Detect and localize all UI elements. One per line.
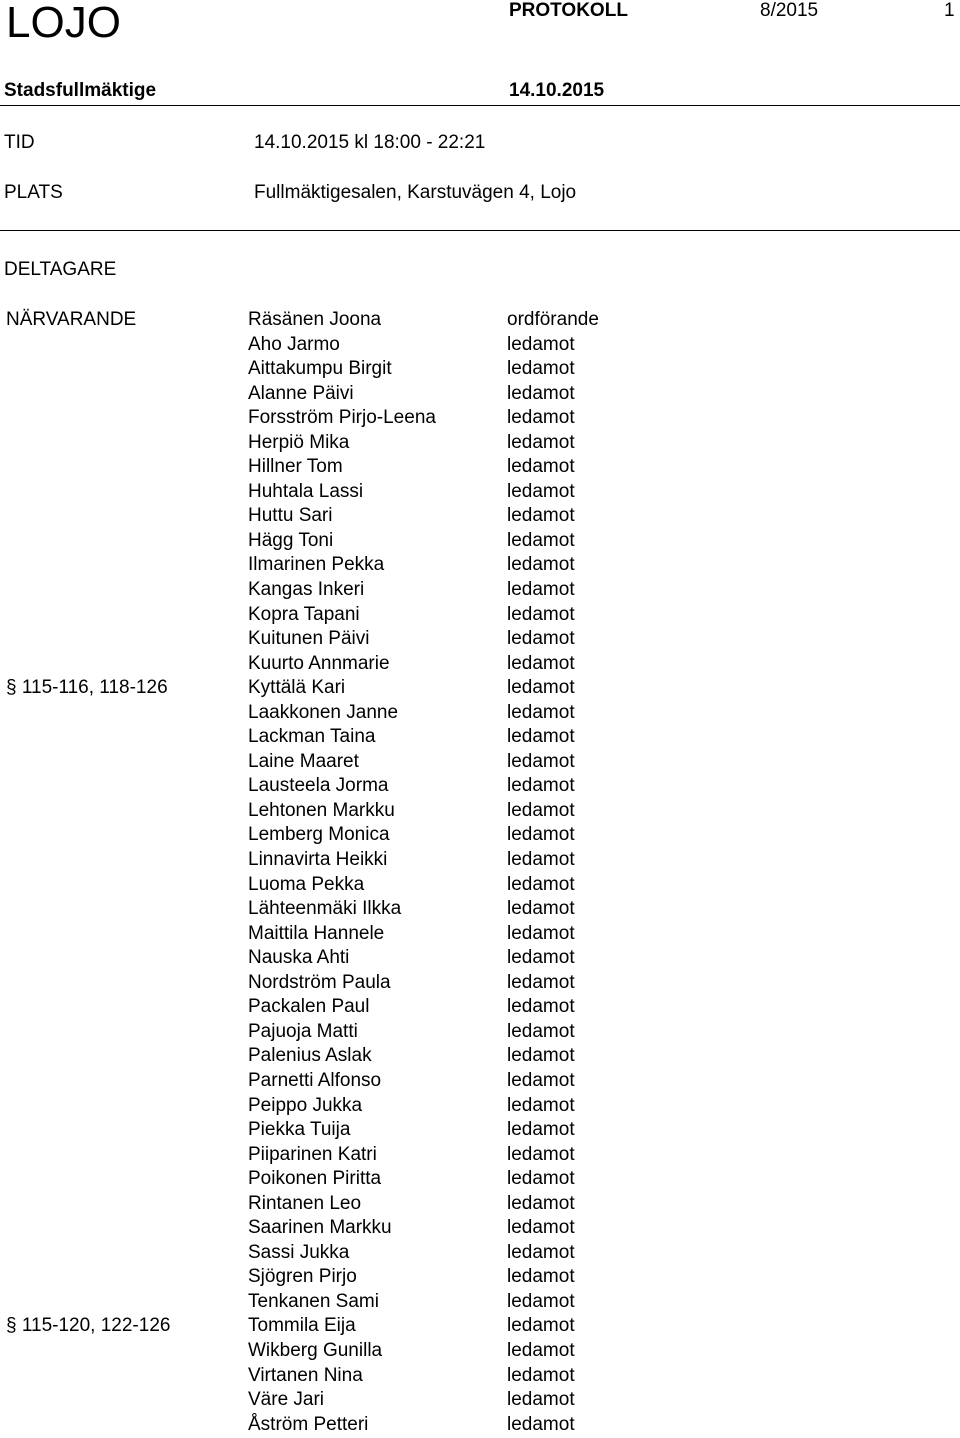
member-row (0, 1242, 960, 1267)
member-role: ledamot (507, 799, 575, 821)
member-role: ledamot (507, 677, 575, 699)
member-name: Maittila Hannele (248, 922, 385, 944)
member-role: ledamot (507, 1290, 575, 1312)
member-row (0, 456, 960, 481)
member-role: ledamot (507, 456, 575, 478)
member-role: ledamot (507, 971, 575, 993)
member-name: Alanne Päivi (248, 382, 354, 404)
member-row (0, 1070, 960, 1095)
member-role: ledamot (507, 628, 575, 650)
member-role: ledamot (507, 1020, 575, 1042)
member-role: ledamot (507, 775, 575, 797)
member-name: Huhtala Lassi (248, 480, 364, 502)
member-row (0, 530, 960, 555)
member-role: ledamot (507, 1266, 575, 1288)
member-name: Åström Petteri (248, 1413, 369, 1435)
member-role: ledamot (507, 358, 575, 380)
member-role: ledamot (507, 701, 575, 723)
member-name: Luoma Pekka (248, 873, 365, 895)
member-name: Lausteela Jorma (248, 775, 389, 797)
member-name: Tenkanen Sami (248, 1290, 379, 1312)
member-name: Herpiö Mika (248, 431, 350, 453)
member-row (0, 972, 960, 997)
place-label: PLATS (4, 182, 63, 203)
place-value: Fullmäktigesalen, Karstuvägen 4, Lojo (254, 182, 577, 203)
member-row (0, 775, 960, 800)
member-name: Lehtonen Markku (248, 799, 395, 821)
member-row (0, 1119, 960, 1144)
member-name: Kopra Tapani (248, 603, 360, 625)
member-name: Laakkonen Janne (248, 701, 399, 723)
member-row (0, 1291, 960, 1316)
member-name: Nauska Ahti (248, 947, 350, 969)
member-name: Sjögren Pirjo (248, 1266, 357, 1288)
member-row (0, 898, 960, 923)
member-name: Lackman Taina (248, 726, 376, 748)
member-role: ledamot (507, 1413, 575, 1435)
member-row (0, 996, 960, 1021)
member-name: Lähteenmäki Ilkka (248, 898, 402, 920)
member-name: Kyttälä Kari (248, 677, 346, 699)
member-role: ledamot (507, 996, 575, 1018)
member-role: ledamot (507, 554, 575, 576)
member-row (0, 628, 960, 653)
meeting-date: 14.10.2015 (509, 80, 605, 101)
member-row (0, 1315, 960, 1340)
member-row (0, 1193, 960, 1218)
member-name: Aho Jarmo (248, 333, 340, 355)
member-row (0, 1021, 960, 1046)
header-divider (0, 105, 960, 106)
member-role: ledamot (507, 382, 575, 404)
member-name: Kuitunen Päivi (248, 628, 370, 650)
member-role: ledamot (507, 407, 575, 429)
municipality-logo-text: LOJO (6, 0, 121, 47)
member-row (0, 800, 960, 825)
member-role: ledamot (507, 603, 575, 625)
member-name: Nordström Paula (248, 971, 391, 993)
member-name: Aittakumpu Birgit (248, 358, 392, 380)
document-number: 8/2015 (760, 0, 819, 21)
page-number: 1 (944, 0, 955, 21)
member-role: ledamot (507, 579, 575, 601)
member-name: Ilmarinen Pekka (248, 554, 385, 576)
member-row (0, 1217, 960, 1242)
member-name: Räsänen Joona (248, 309, 382, 330)
member-name: Peippo Jukka (248, 1094, 363, 1116)
member-row (0, 702, 960, 727)
member-row (0, 1414, 960, 1438)
member-row (0, 1095, 960, 1120)
member-role: ledamot (507, 1094, 575, 1116)
member-name: Sassi Jukka (248, 1241, 350, 1263)
member-name: Piiparinen Katri (248, 1143, 377, 1165)
member-row (0, 604, 960, 629)
participants-section-title: DELTAGARE (4, 259, 117, 280)
time-value: 14.10.2015 kl 18:00 - 22:21 (254, 132, 486, 153)
member-name: Huttu Sari (248, 505, 333, 527)
member-row (0, 653, 960, 678)
member-role: ledamot (507, 652, 575, 674)
member-row (0, 383, 960, 408)
member-row (0, 1168, 960, 1193)
meta-divider (0, 230, 960, 231)
member-role: ledamot (507, 505, 575, 527)
member-role: ledamot (507, 1364, 575, 1386)
member-role: ledamot (507, 824, 575, 846)
member-row (0, 334, 960, 359)
member-role: ledamot (507, 947, 575, 969)
member-role: ledamot (507, 333, 575, 355)
member-row (0, 579, 960, 604)
member-role: ledamot (507, 726, 575, 748)
member-row (0, 309, 960, 334)
member-row (0, 1389, 960, 1414)
member-row (0, 1045, 960, 1070)
document-type: PROTOKOLL (509, 0, 628, 21)
member-row (0, 432, 960, 457)
member-name: Linnavirta Heikki (248, 849, 388, 871)
member-role: ledamot (507, 1069, 575, 1091)
member-row (0, 554, 960, 579)
member-role: ledamot (507, 849, 575, 871)
member-row (0, 1144, 960, 1169)
member-row (0, 505, 960, 530)
member-list (0, 309, 960, 1438)
member-role: ledamot (507, 1045, 575, 1067)
member-row (0, 677, 960, 702)
member-row (0, 1365, 960, 1390)
member-row (0, 1266, 960, 1291)
member-row (0, 824, 960, 849)
member-name: Poikonen Piritta (248, 1168, 382, 1190)
member-role: ledamot (507, 898, 575, 920)
member-name: Kangas Inkeri (248, 579, 365, 601)
attendance-note: § 115-116, 118-126 (6, 677, 168, 699)
member-row (0, 751, 960, 776)
member-role: ledamot (507, 1119, 575, 1141)
member-row (0, 849, 960, 874)
member-name: Saarinen Markku (248, 1217, 392, 1239)
member-role: ledamot (507, 1315, 575, 1337)
member-name: Hillner Tom (248, 456, 343, 478)
member-name: Parnetti Alfonso (248, 1069, 382, 1091)
member-role: ledamot (507, 1389, 575, 1411)
member-role: ledamot (507, 480, 575, 502)
member-name: Packalen Paul (248, 996, 370, 1018)
member-name: Lemberg Monica (248, 824, 390, 846)
member-row (0, 1340, 960, 1365)
member-name: Virtanen Nina (248, 1364, 363, 1386)
member-name: Pajuoja Matti (248, 1020, 358, 1042)
member-name: Laine Maaret (248, 750, 359, 772)
member-role: ledamot (507, 431, 575, 453)
time-label: TID (4, 132, 35, 153)
member-name: Kuurto Annmarie (248, 652, 390, 674)
member-role: ledamot (507, 750, 575, 772)
member-role: ledamot (507, 1192, 575, 1214)
member-name: Wikberg Gunilla (248, 1339, 383, 1361)
member-name: Rintanen Leo (248, 1192, 362, 1214)
member-row (0, 358, 960, 383)
member-row (0, 726, 960, 751)
member-role: ledamot (507, 529, 575, 551)
member-role: ledamot (507, 922, 575, 944)
member-role: ordförande (507, 309, 599, 330)
present-label: NÄRVARANDE (6, 309, 137, 330)
member-name: Palenius Aslak (248, 1045, 372, 1067)
member-row (0, 947, 960, 972)
member-role: ledamot (507, 1217, 575, 1239)
member-name: Väre Jari (248, 1389, 325, 1411)
member-role: ledamot (507, 1339, 575, 1361)
member-role: ledamot (507, 1241, 575, 1263)
member-name: Tommila Eija (248, 1315, 356, 1337)
member-role: ledamot (507, 1168, 575, 1190)
member-name: Forsström Pirjo-Leena (248, 407, 436, 429)
member-name: Hägg Toni (248, 529, 334, 551)
member-role: ledamot (507, 1143, 575, 1165)
member-name: Piekka Tuija (248, 1119, 351, 1141)
member-row (0, 481, 960, 506)
member-row (0, 874, 960, 899)
member-row (0, 923, 960, 948)
organ-name: Stadsfullmäktige (4, 80, 157, 101)
attendance-note: § 115-120, 122-126 (6, 1315, 171, 1337)
member-role: ledamot (507, 873, 575, 895)
member-row (0, 407, 960, 432)
